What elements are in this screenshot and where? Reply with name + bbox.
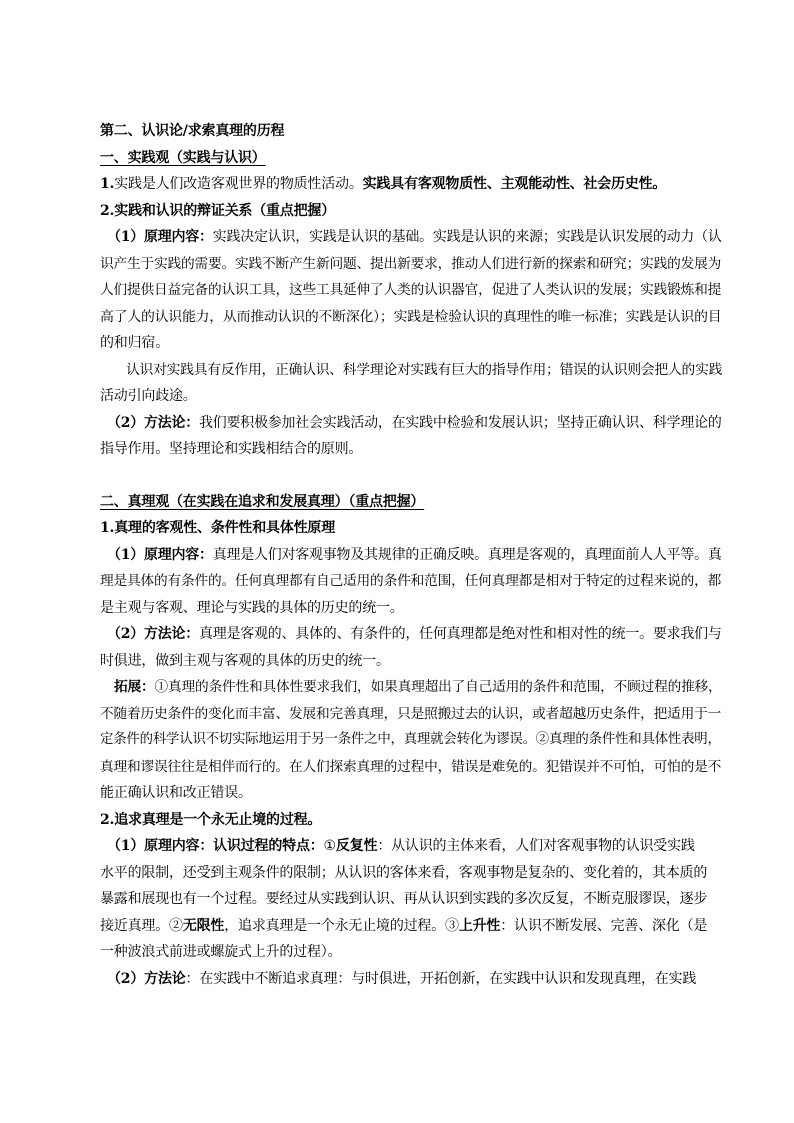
part2-subheading-1: 1.真理的客观性、条件性和具体性原理 bbox=[100, 520, 336, 536]
part1-principle-line-2: 识产生于实践的需要。实践不断产生新问题、提出新要求，推动人们进行新的探索和研究；实践的发展为 bbox=[100, 255, 722, 272]
part2-method-line-1: （2）方法论：真理是客观的、具体的、有条件的，任何真理都是绝对性和相对性的统一。要求我们与 bbox=[107, 626, 722, 642]
part2-method-line-2: 时俱进，做到主观与客观的具体的历史的统一。 bbox=[100, 652, 390, 669]
part2-process-method-line-1: （2）方法论：在实践中不断追求真理：与时俱进，开拓创新，在实践中认识和发现真理，在实践 bbox=[107, 970, 697, 987]
part1-heading: 一、实践观（实践与认识） bbox=[100, 149, 266, 166]
part1-subheading-2: 2.实践和认识的辩证关系（重点把握） bbox=[100, 202, 336, 219]
part1-method-line-1: （2）方法论：我们要积极参加社会实践活动，在实践中检验和发展认识；坚持正确认识、科学理论的 bbox=[107, 414, 722, 431]
part2-process-line-4: 接近真理。②无限性，追求真理是一个永无止境的过程。③上升性：认识不断发展、完善、深化（是 bbox=[100, 917, 708, 934]
section-title: 第二、认识论/求索真理的历程 bbox=[100, 123, 285, 139]
part2-subheading-2: 2.追求真理是一个永无止境的过程。 bbox=[100, 811, 322, 828]
part1-principle-line-4: 高了人的认识能力，从而推动认识的不断深化）；实践是检验认识的真理性的唯一标准；实践是认识的目 bbox=[100, 308, 722, 325]
part2-extension-line-1: 拓展：①真理的条件性和具体性要求我们，如果真理超出了自己适用的条件和范围，不顾过程的推移， bbox=[114, 679, 722, 695]
part1-counteraction-line-1: 认识对实践具有反作用，正确认识、科学理论对实践有巨大的指导作用；错误的认识则会把人的实践 bbox=[126, 361, 723, 378]
part2-extension-line-3: 定条件的科学认识不切实际地运用于另一条件之中，真理就会转化为谬误。②真理的条件性和具体性表明， bbox=[100, 732, 721, 747]
part2-extension-line-2: 不随着历史条件的变化而丰富、发展和完善真理，只是照搬过去的认识，或者超越历史条件，把适用于一 bbox=[100, 705, 722, 722]
part2-extension-line-4: 真理和谬误往往是相伴而行的。在人们探索真理的过程中，错误是难免的。犯错误并不可怕，可怕的是不 bbox=[100, 758, 722, 775]
part2-principle-line-2: 理是具体的有条件的。任何真理都有自己适用的条件和范围，任何真理都是相对于特定的过程来说的，都 bbox=[100, 573, 722, 589]
part2-principle-line-3: 是主观与客观、理论与实践的具体的历史的统一。 bbox=[100, 599, 404, 616]
part1-counteraction-line-2: 活动引向歧途。 bbox=[100, 388, 197, 404]
part1-principle-line-5: 的和归宿。 bbox=[100, 335, 169, 351]
part2-process-line-1: （1）原理内容：认识过程的特点：①反复性：从认识的主体来看，人们对客观事物的认识受实践 bbox=[107, 838, 695, 854]
spacer bbox=[100, 463, 722, 489]
part1-principle-line-1: （1）原理内容：实践决定认识，实践是认识的基础。实践是认识的来源；实践是认识发展的动力（认 bbox=[107, 229, 722, 245]
part1-method-line-2: 指导作用。坚持理论和实践相结合的原则。 bbox=[100, 441, 363, 457]
document-page bbox=[100, 118, 722, 992]
part2-process-line-5: 一种波浪式前进或螺旋式上升的过程）。 bbox=[100, 944, 342, 960]
part2-process-line-3: 暴露和展现也有一个过程。要经过从实践到认识、再从认识到实践的多次反复，不断克服谬误，逐步 bbox=[100, 891, 708, 907]
part2-principle-line-1: （1）原理内容：真理是人们对客观事物及其规律的正确反映。真理是客观的，真理面前人人平等。真 bbox=[107, 546, 722, 563]
part2-heading: 二、真理观（在实践在追求和发展真理）（重点把握） bbox=[100, 493, 425, 510]
part1-paragraph-1: 1.实践是人们改造客观世界的物质性活动。实践具有客观物质性、主观能动性、社会历史性。 bbox=[100, 176, 667, 192]
part1-principle-line-3: 人们提供日益完备的认识工具，这些工具延伸了人类的认识器官，促进了人类认识的发展；实践锻炼和提 bbox=[100, 282, 722, 298]
part2-extension-line-5: 能正确认识和改正错误。 bbox=[100, 785, 252, 801]
part2-process-line-2: 水平的限制，还受到主观条件的限制；从认识的客体来看，客观事物是复杂的、变化着的，其本质的 bbox=[100, 864, 708, 881]
